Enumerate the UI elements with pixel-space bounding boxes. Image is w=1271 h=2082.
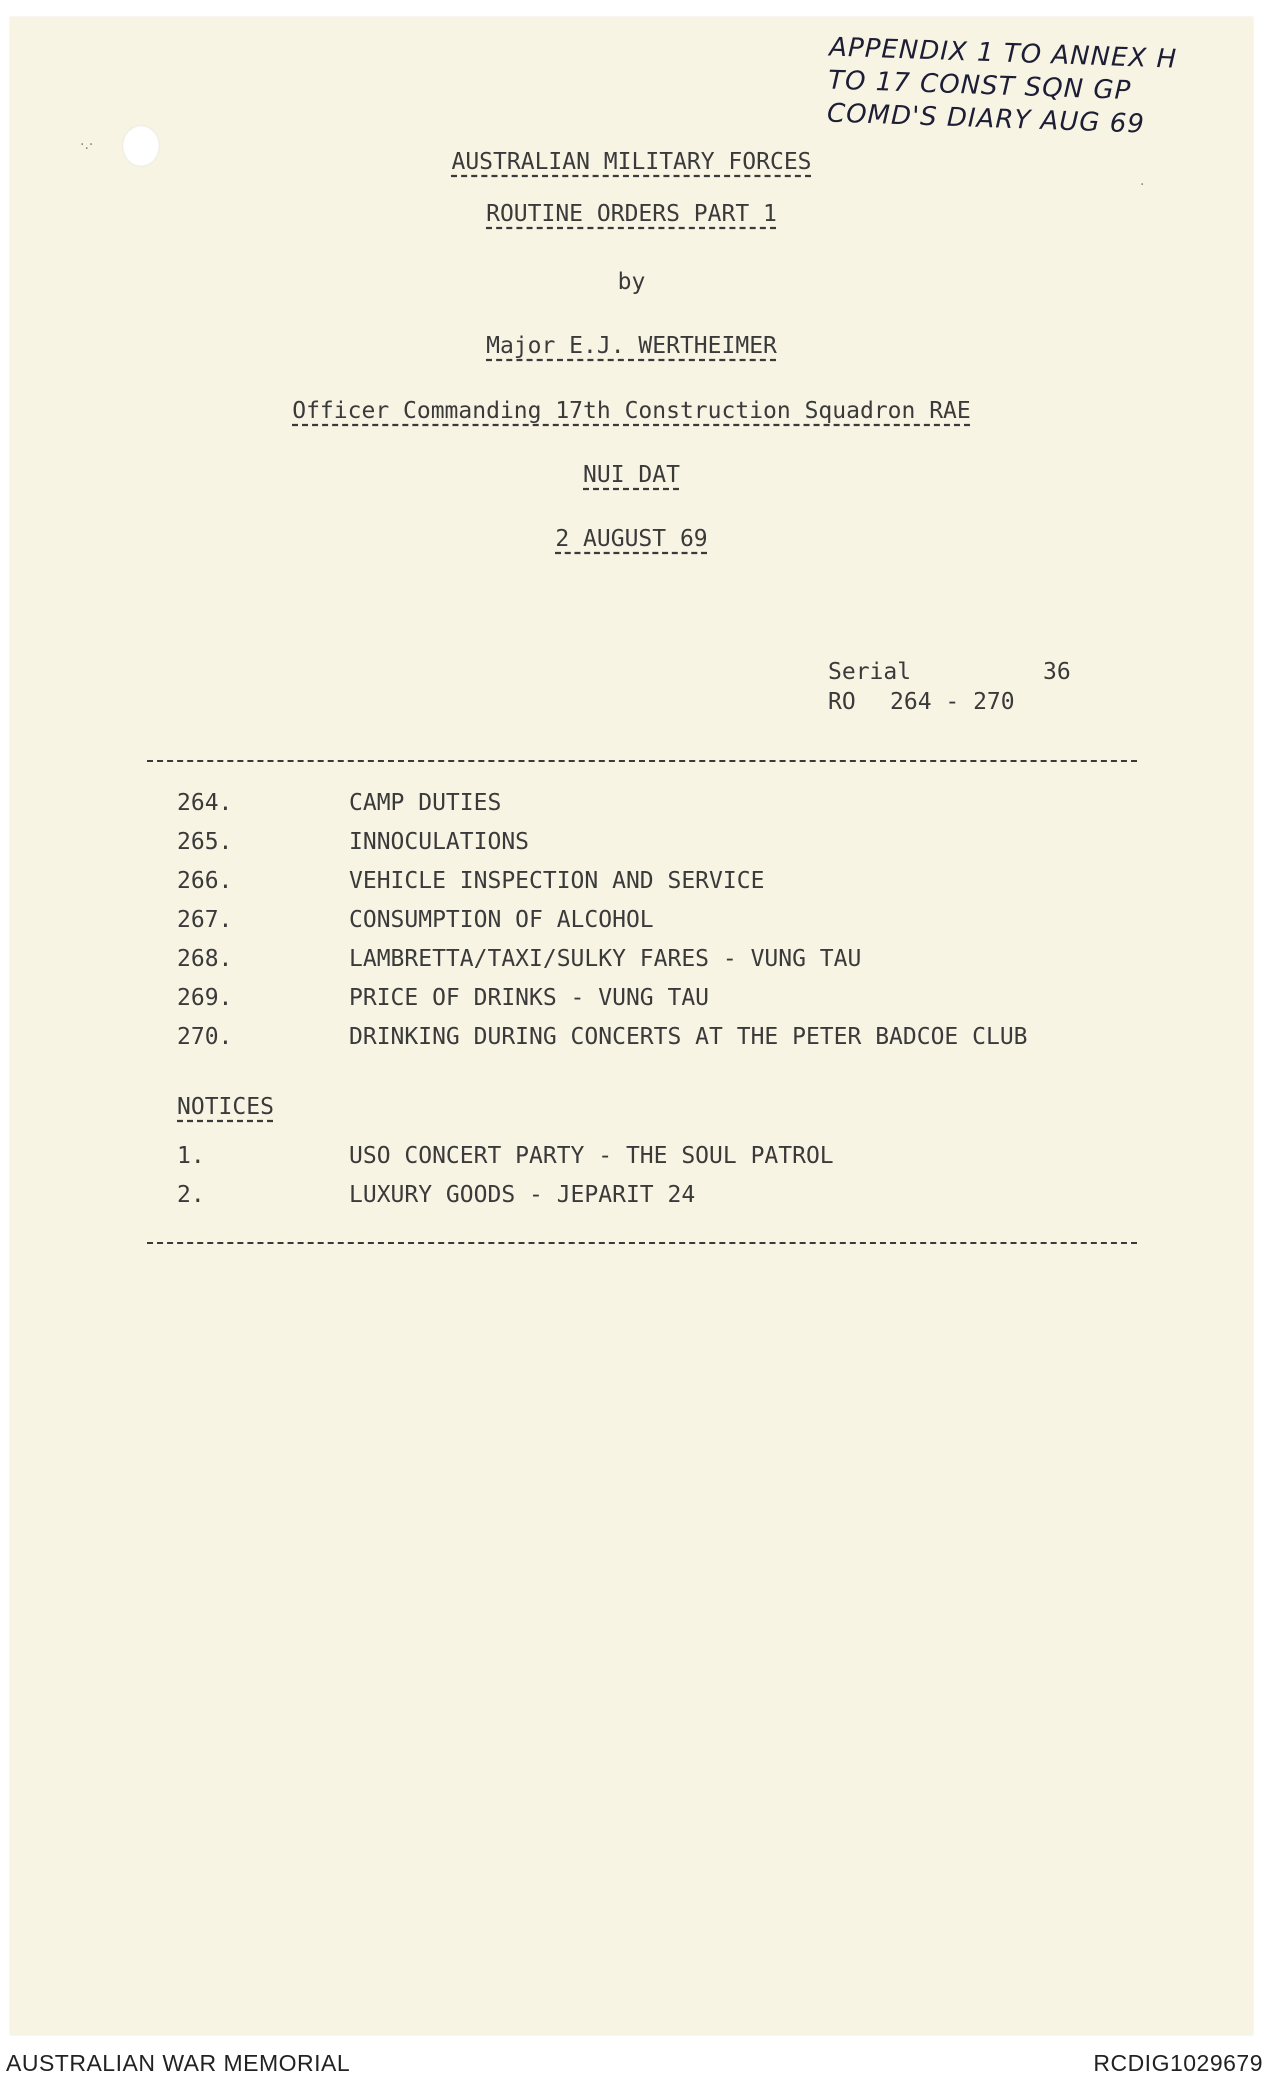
header-line-location [10, 462, 1253, 488]
list-item [177, 1017, 1028, 1056]
list-item [177, 978, 1028, 1017]
document-date: 2 AUGUST 69 [555, 526, 708, 552]
author-position: Officer Commanding 17th Construction Squadron RAE [292, 398, 971, 424]
order-number: 268. [177, 945, 233, 972]
list-item [177, 822, 1028, 861]
notice-title: USO CONCERT PARTY - THE SOUL PATROL [349, 1142, 834, 1169]
header-line-orders [10, 201, 1253, 227]
orders-list [177, 783, 1028, 1056]
list-item [177, 783, 1028, 822]
list-item [177, 861, 1028, 900]
handwritten-note [826, 32, 1259, 146]
notices-heading: NOTICES [177, 1094, 274, 1120]
ro-range: 264 - 270 [890, 689, 1015, 715]
notice-title: LUXURY GOODS - JEPARIT 24 [349, 1181, 696, 1208]
order-number: 270. [177, 1023, 233, 1050]
ro-label: RO [828, 689, 856, 715]
order-number: 264. [177, 789, 233, 816]
document-org-title: AUSTRALIAN MILITARY FORCES [451, 149, 812, 175]
order-number: 269. [177, 984, 233, 1011]
order-title: DRINKING DURING CONCERTS AT THE PETER BADCOE CLUB [349, 1023, 1028, 1050]
handwritten-note-line: APPENDIX 1 TO ANNEX H [828, 32, 1178, 75]
list-item [177, 1175, 834, 1214]
list-item [177, 1136, 834, 1175]
order-title: CONSUMPTION OF ALCOHOL [349, 906, 654, 933]
list-item [177, 939, 1028, 978]
order-number: 267. [177, 906, 233, 933]
header-line-author [10, 333, 1253, 359]
paper-mark: · [1140, 177, 1145, 193]
header-line-forces [10, 149, 1253, 175]
document-title: ROUTINE ORDERS PART 1 [486, 201, 777, 227]
order-number: 266. [177, 867, 233, 894]
location: NUI DAT [583, 462, 680, 488]
paper-mark: ·.· [80, 137, 94, 153]
notices-heading-row [177, 1094, 274, 1120]
header-line-position [10, 398, 1253, 424]
list-item [177, 900, 1028, 939]
order-title: PRICE OF DRINKS - VUNG TAU [349, 984, 710, 1011]
order-title: INNOCULATIONS [349, 828, 530, 855]
notice-number: 2. [177, 1181, 205, 1208]
document-page [10, 17, 1253, 2035]
header-line-date [10, 526, 1253, 552]
notices-list [177, 1136, 834, 1214]
author-name: Major E.J. WERTHEIMER [486, 333, 777, 359]
header-line-by [10, 269, 1253, 295]
order-title: CAMP DUTIES [349, 789, 502, 816]
serial-value: 36 [1043, 659, 1071, 685]
serial-block [828, 657, 1071, 717]
order-number: 265. [177, 828, 233, 855]
footer-id: RCDIG1029679 [1093, 2050, 1263, 2076]
divider-bottom [147, 1242, 1137, 1244]
order-title: LAMBRETTA/TAXI/SULKY FARES - VUNG TAU [349, 945, 862, 972]
divider-top [147, 760, 1137, 762]
by-text: by [617, 269, 646, 295]
footer-credit: AUSTRALIAN WAR MEMORIAL [6, 2050, 351, 2076]
order-title: VEHICLE INSPECTION AND SERVICE [349, 867, 765, 894]
handwritten-note-line: TO 17 CONST SQN GP [827, 65, 1132, 107]
handwritten-note-line: COMD'S DIARY AUG 69 [826, 98, 1146, 140]
notice-number: 1. [177, 1142, 205, 1169]
serial-label: Serial [828, 659, 912, 685]
